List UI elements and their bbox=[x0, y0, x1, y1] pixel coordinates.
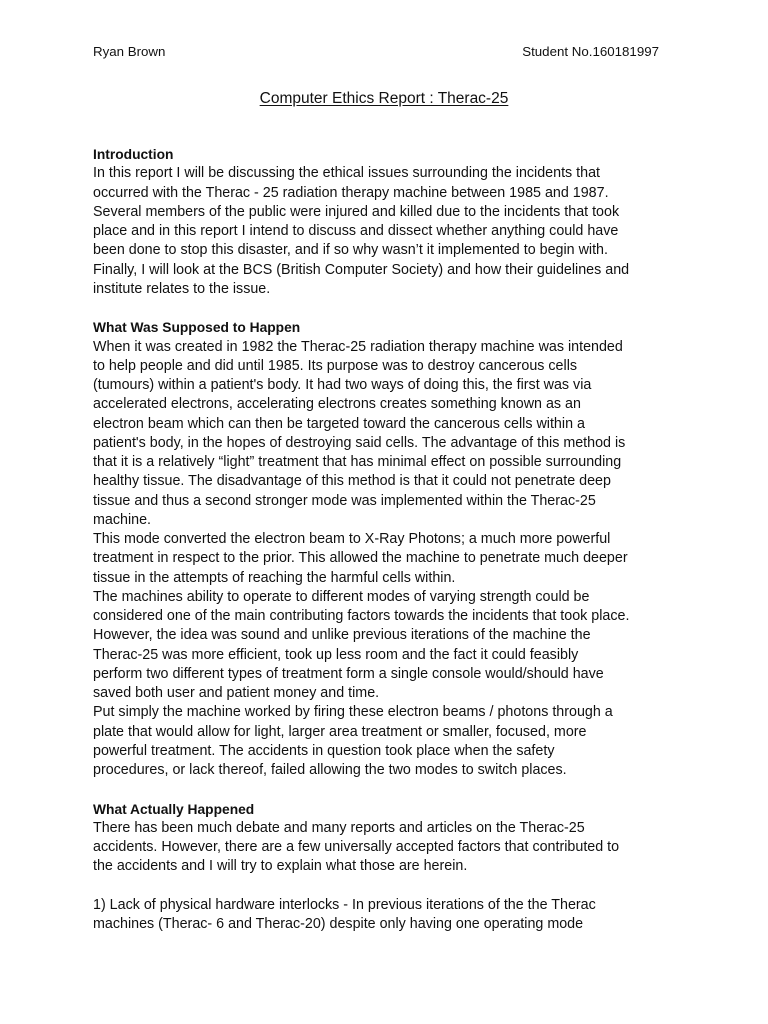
paragraph-line: procedures, or lack thereof, failed allowing the two modes to switch places. bbox=[93, 762, 567, 778]
paragraph-line: the accidents and I will try to explain what those are herein. bbox=[93, 858, 468, 875]
report-title: Computer Ethics Report : Therac-25 bbox=[259, 90, 509, 107]
paragraph-line: The machines ability to operate to different modes of varying strength could be bbox=[93, 588, 590, 605]
paragraph-line: institute relates to the issue. bbox=[93, 280, 271, 297]
paragraph-spacer bbox=[93, 877, 693, 896]
paragraph-line: This mode converted the electron beam to X-Ray Photons; a much more powerful bbox=[93, 531, 611, 547]
section-heading-actually-happened: What Actually Happened bbox=[93, 801, 255, 817]
report-body bbox=[93, 145, 693, 934]
paragraph-line: There has been much debate and many reports and articles on the Therac-25 bbox=[93, 819, 585, 836]
section-heading-supposed-to-happen: What Was Supposed to Happen bbox=[93, 320, 301, 336]
paragraph-line: that it is a relatively “light” treatment that has minimal effect on possible surrounding bbox=[93, 454, 622, 470]
paragraph-line: patient's body, in the hopes of destroying said cells. The advantage of this method is bbox=[93, 434, 626, 451]
paragraph-line: tissue and thus a second stronger mode was implemented within the Therac-25 bbox=[93, 492, 596, 509]
paragraph-line: healthy tissue. The disadvantage of this method is that it could not penetrate deep bbox=[93, 473, 611, 490]
paragraph-line: saved both user and patient money and time. bbox=[93, 685, 380, 701]
paragraph-line: machine. bbox=[93, 511, 152, 528]
paragraph-line: accelerated electrons, accelerating electrons creates something known as an bbox=[93, 396, 581, 413]
paragraph-line: to help people and did until 1985. Its purpose was to destroy cancerous cells bbox=[93, 357, 578, 374]
paragraph-line: Finally, I will look at the BCS (British Computer Society) and how their guidelines and bbox=[93, 261, 630, 278]
page-header bbox=[93, 43, 659, 61]
numbered-point-line: 1) Lack of physical hardware interlocks - In previous iterations of the the Therac bbox=[93, 896, 596, 913]
paragraph-line: In this report I will be discussing the ethical issues surrounding the incidents that bbox=[93, 165, 601, 182]
paragraph-line: Put simply the machine worked by firing these electron beams / photons through a bbox=[93, 704, 613, 721]
paragraph-line: tissue in the attempts of reaching the harmful cells within. bbox=[93, 569, 456, 586]
paragraph-line: However, the idea was sound and unlike previous iterations of the machine the bbox=[93, 627, 591, 644]
section-heading-introduction: Introduction bbox=[93, 147, 174, 162]
paragraph-line: perform two different types of treatment form a single console would/should have bbox=[93, 665, 604, 682]
paragraph-line: considered one of the main contributing factors towards the incidents that took place. bbox=[93, 608, 630, 624]
paragraph-line: When it was created in 1982 the Therac-25 radiation therapy machine was intended bbox=[93, 338, 623, 355]
student-number: Student No.160181997 bbox=[522, 44, 659, 59]
author-name: Ryan Brown bbox=[93, 44, 166, 59]
paragraph-line: plate that would allow for light, larger area treatment or smaller, focused, more bbox=[93, 723, 587, 740]
paragraph-line: treatment in respect to the prior. This allowed the machine to penetrate much deeper bbox=[93, 550, 628, 567]
paragraph-line: accidents. However, there are a few universally accepted factors that contributed to bbox=[93, 839, 620, 855]
paragraph-line: electron beam which can then be targeted toward the cancerous cells within a bbox=[93, 415, 585, 432]
paragraph-line: Therac-25 was more efficient, took up less room and the fact it could feasibly bbox=[93, 646, 579, 663]
paragraph-line: (tumours) within a patient's body. It had two ways of doing this, the first was via bbox=[93, 377, 592, 393]
paragraph-spacer bbox=[93, 780, 693, 799]
paragraph-line: been done to stop this disaster, and if so why wasn’t it implemented to begin with. bbox=[93, 242, 608, 259]
paragraph-spacer bbox=[93, 299, 693, 318]
paragraph-line: occurred with the Therac - 25 radiation therapy machine between 1985 and 1987. bbox=[93, 184, 609, 201]
paragraph-line: powerful treatment. The accidents in question took place when the safety bbox=[93, 742, 555, 759]
paragraph-line: place and in this report I intend to discuss and dissect whether anything could have bbox=[93, 223, 619, 239]
numbered-point-line: machines (Therac- 6 and Therac-20) despite only having one operating mode bbox=[93, 916, 584, 932]
paragraph-line: Several members of the public were injured and killed due to the incidents that took bbox=[93, 203, 620, 220]
